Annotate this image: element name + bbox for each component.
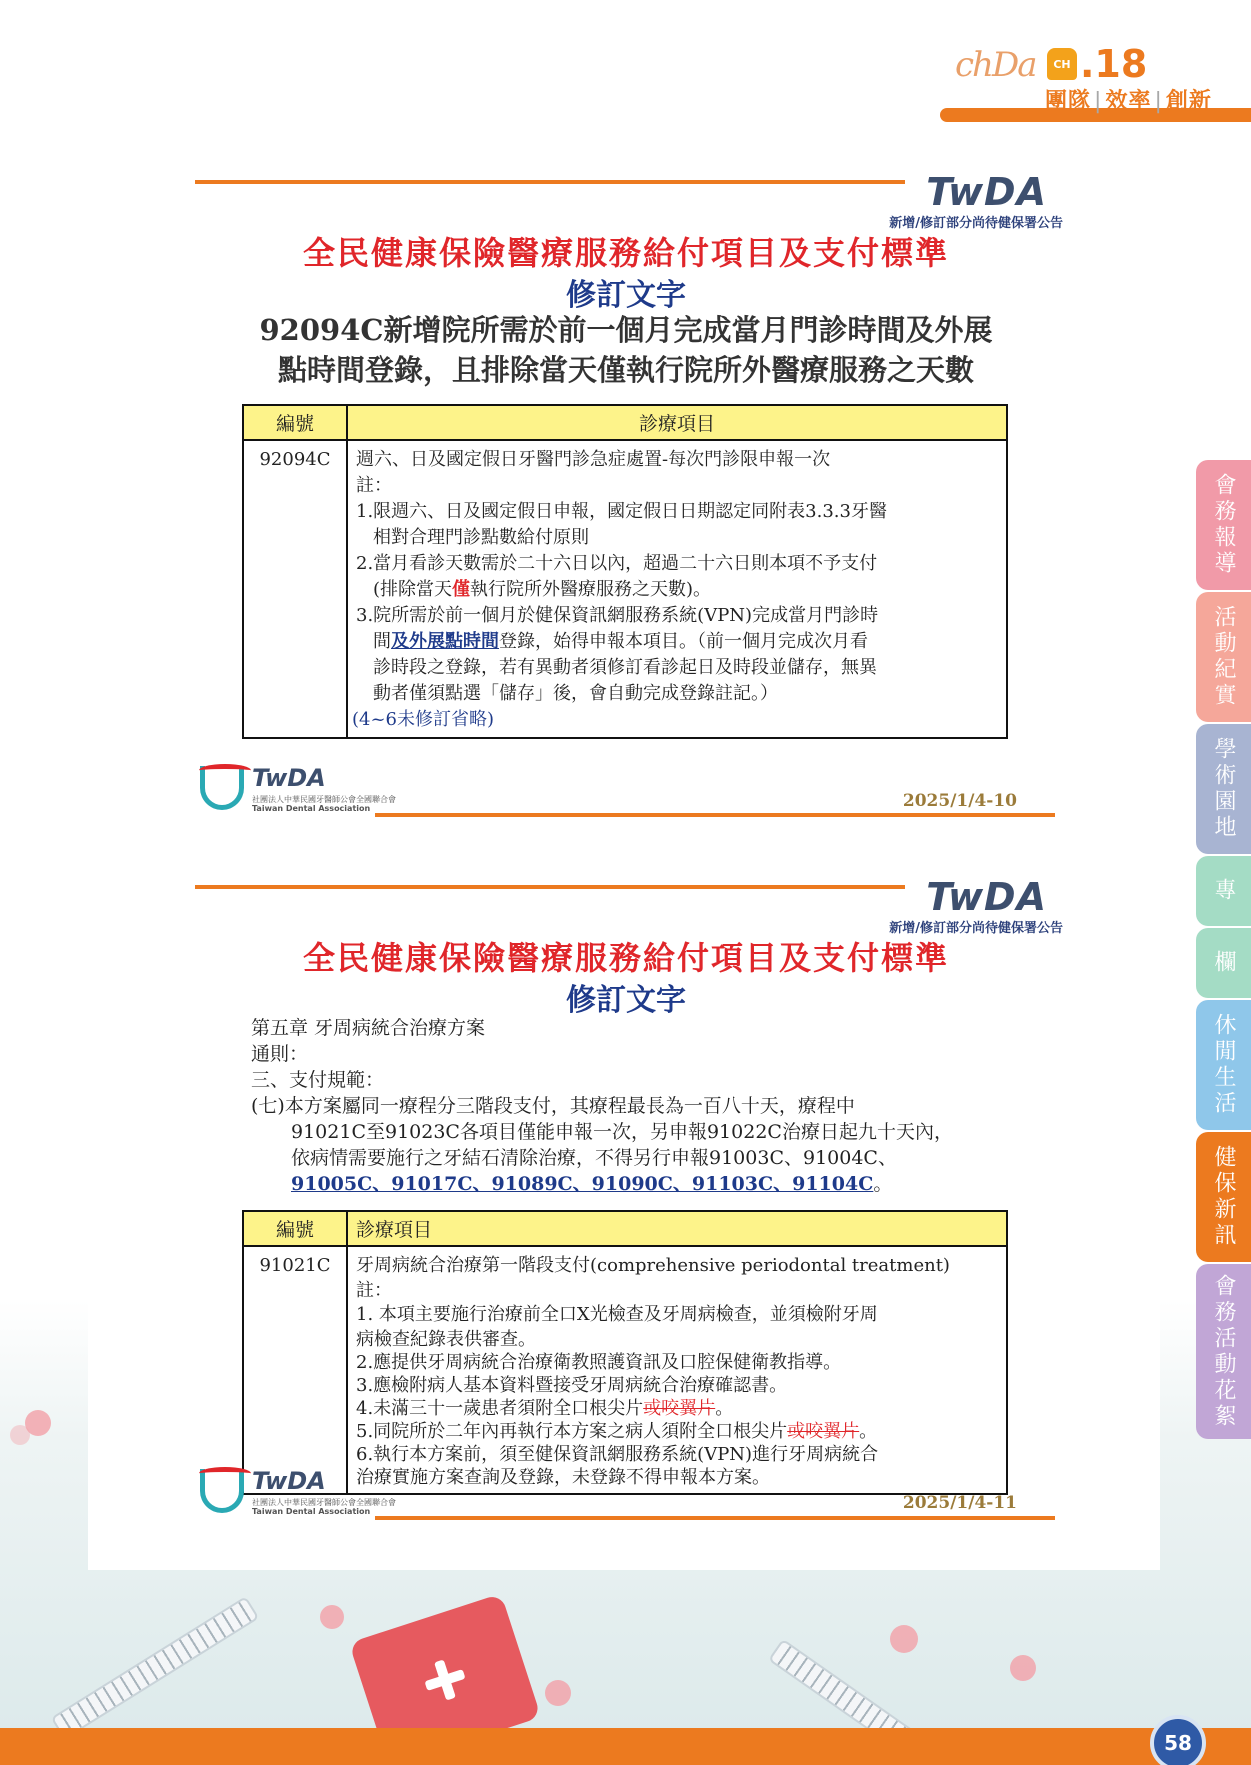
text-run: 執行院所外醫療服務之天數)。 [470, 579, 712, 600]
item-line: 週六、日及國定假日牙醫門診急症處置-每次門診限申報一次 [356, 449, 831, 470]
twda-footer-logo [200, 764, 396, 814]
item-line [356, 577, 1000, 603]
code-cell: 91021C [243, 1246, 347, 1494]
tab-news[interactable] [1196, 460, 1251, 590]
text-run: 間 [373, 631, 391, 652]
item-line: 動者僅須點選「儲存」後，會自動完成登錄註記。） [373, 683, 778, 704]
regulation-text [251, 1015, 1031, 1197]
notice-label: 新增/修訂部分尚待健保署公告 [889, 216, 1063, 231]
tab-health-insurance[interactable] [1196, 1132, 1251, 1262]
text-line: 91021C至91023C各項目僅能申報一次，另申報91022C治療日起九十天內， [291, 1121, 953, 1143]
heading-line: 92094C新增院所需於前一個月完成當月門診時間及外展 [259, 313, 993, 347]
text-line: 三、支付規範： [251, 1069, 385, 1091]
tab-label: 會務報導 [1211, 473, 1236, 577]
column-header-item: 診療項目 [347, 1211, 1007, 1246]
tab-label: 學術園地 [1211, 737, 1236, 841]
twda-mark-icon [200, 1469, 244, 1513]
table-header-row [243, 1211, 1007, 1246]
highlight-text: 僅 [452, 579, 471, 600]
twda-footer-name: TwDA [252, 1467, 326, 1495]
tab-events[interactable] [1196, 592, 1251, 722]
tooth-icon: CH [1047, 48, 1077, 80]
item-line: 3.院所需於前一個月於健保資訊網服務系統(VPN)完成當月門診時 [356, 605, 879, 626]
item-cell [347, 440, 1007, 738]
fee-table [242, 1210, 1008, 1495]
text-run: 。 [859, 1421, 878, 1442]
item-line [356, 1420, 1000, 1443]
twda-mark-icon [200, 766, 244, 810]
deleted-text: 或咬翼片 [787, 1421, 860, 1442]
twda-footer-name: TwDA [252, 764, 326, 792]
item-line: 3.應檢附病人基本資料暨接受牙周病統合治療確認書。 [356, 1375, 788, 1396]
slide-top-line [195, 885, 905, 889]
decor-dot [10, 1425, 30, 1445]
tab-label: 欄 [1211, 950, 1236, 976]
item-line: (4~6未修訂省略) [352, 709, 495, 730]
highlight-text: 91005C、91017C、91089C、91090C、91103C、91104C [291, 1173, 874, 1195]
twda-logo: TwDA [926, 875, 1047, 919]
twda-logo: TwDA [926, 170, 1047, 214]
text-run: 。 [715, 1398, 734, 1419]
item-line: 6.執行本方案前，須至健保資訊網服務系統(VPN)進行牙周病統合 [356, 1444, 879, 1465]
tab-column-2[interactable] [1196, 928, 1251, 998]
slide-date: 2025/1/4-10 [902, 791, 1017, 811]
tab-label: 活動紀實 [1211, 605, 1236, 709]
tab-label: 健保新訊 [1211, 1145, 1236, 1249]
notice-label: 新增/修訂部分尚待健保署公告 [889, 921, 1063, 936]
slogan-word: 效率 [1105, 89, 1152, 114]
item-cell [347, 1246, 1007, 1494]
org-name: 社團法人中華民國牙醫師公會全國聯合會 [252, 795, 396, 804]
page-number: 58 [1150, 1715, 1206, 1765]
tab-column-1[interactable] [1196, 856, 1251, 926]
item-line [356, 629, 1000, 655]
item-line: 治療實施方案查詢及登錄，未登錄不得申報本方案。 [356, 1467, 770, 1488]
table-row [243, 1246, 1007, 1494]
slide-bottom-line [375, 1516, 1055, 1520]
code-cell: 92094C [243, 440, 347, 738]
highlight-text: 及外展點時間 [391, 631, 499, 652]
deleted-text: 或咬翼片 [643, 1398, 716, 1419]
text-run: 登錄，始得申報本項目。（前一個月完成次月看 [499, 631, 868, 652]
item-line: 註： [356, 1280, 392, 1301]
slide-heading [185, 310, 1067, 390]
issue-number: .18 [1080, 42, 1148, 86]
tab-leisure[interactable] [1196, 1000, 1251, 1130]
column-header-code: 編號 [243, 405, 347, 440]
slide-title: 全民健康保險醫療服務給付項目及支付標準 [302, 234, 949, 272]
text-run: 4.未滿三十一歲患者須附全口根尖片 [356, 1398, 644, 1419]
column-header-item: 診療項目 [347, 405, 1007, 440]
tab-academic[interactable] [1196, 724, 1251, 854]
slide-subtitle: 修訂文字 [566, 983, 686, 1018]
slide-date: 2025/1/4-11 [902, 1493, 1017, 1513]
slide-title: 全民健康保險醫療服務給付項目及支付標準 [302, 939, 949, 977]
tab-gallery[interactable] [1196, 1264, 1251, 1439]
item-line [356, 1397, 1000, 1420]
heading-line: 點時間登錄，且排除當天僅執行院所外醫療服務之天數 [277, 353, 974, 387]
table-row [243, 440, 1007, 738]
text-run: (排除當天 [373, 579, 453, 600]
org-name-en: Taiwan Dental Association [252, 1507, 371, 1516]
slide-top-line [195, 180, 905, 184]
text-line: 通則： [251, 1043, 309, 1065]
item-line: 病檢查紀錄表供審查。 [356, 1329, 536, 1350]
twda-footer-logo [200, 1467, 396, 1517]
slogan-word: 團隊 [1045, 89, 1092, 114]
fee-table [242, 404, 1008, 739]
text-run: 。 [873, 1173, 893, 1195]
item-line: 1.限週六、日及國定假日申報，國定假日日期認定同附表3.3.3牙醫 [356, 501, 887, 522]
item-line: 1. 本項主要施行治療前全口X光檢查及牙周病檢查，並須檢附牙周 [356, 1304, 878, 1325]
table-header-row [243, 405, 1007, 440]
item-line: 註： [356, 475, 392, 496]
decor-dot [890, 1625, 918, 1653]
slide-subtitle: 修訂文字 [566, 278, 686, 313]
tab-label: 專 [1211, 878, 1236, 904]
text-line: 依病情需要施行之牙結石清除治療，不得另行申報91003C、91004C、 [291, 1147, 897, 1169]
slogan: 團隊 | 效率 | 創新 [1045, 89, 1212, 114]
slogan-word: 創新 [1165, 89, 1212, 114]
decor-dot [1010, 1655, 1036, 1681]
slide-2 [185, 875, 1067, 1535]
footer-bar [0, 1728, 1251, 1765]
decor-dot [320, 1605, 344, 1629]
item-line: 相對合理門診點數給付原則 [373, 527, 589, 548]
column-header-code: 編號 [243, 1211, 347, 1246]
text-line [251, 1171, 1031, 1197]
slide-1 [185, 170, 1067, 820]
tab-label: 休閒生活 [1211, 1013, 1236, 1117]
chda-logo: chDa [955, 45, 1036, 85]
slide-bottom-line [375, 813, 1055, 817]
item-line: 診時段之登錄，若有異動者須修訂看診起日及時段並儲存，無異 [373, 657, 877, 678]
org-name: 社團法人中華民國牙醫師公會全國聯合會 [252, 1498, 396, 1507]
text-run: 5.同院所於二年內再執行本方案之病人須附全口根尖片 [356, 1421, 788, 1442]
item-line: 牙周病統合治療第一階段支付(comprehensive periodontal treatment) [356, 1255, 950, 1276]
text-line: (七)本方案屬同一療程分三階段支付，其療程最長為一百八十天，療程中 [251, 1095, 855, 1117]
decor-dot [545, 1680, 571, 1706]
item-line: 2.當月看診天數需於二十六日以內，超過二十六日則本項不予支付 [356, 553, 878, 574]
tab-label: 會務活動花絮 [1211, 1273, 1236, 1430]
item-line: 2.應提供牙周病統合治療衛教照護資訊及口腔保健衛教指導。 [356, 1352, 842, 1373]
text-line: 第五章 牙周病統合治療方案 [251, 1017, 486, 1039]
org-name-en: Taiwan Dental Association [252, 804, 371, 813]
section-tabs [1196, 460, 1251, 1441]
